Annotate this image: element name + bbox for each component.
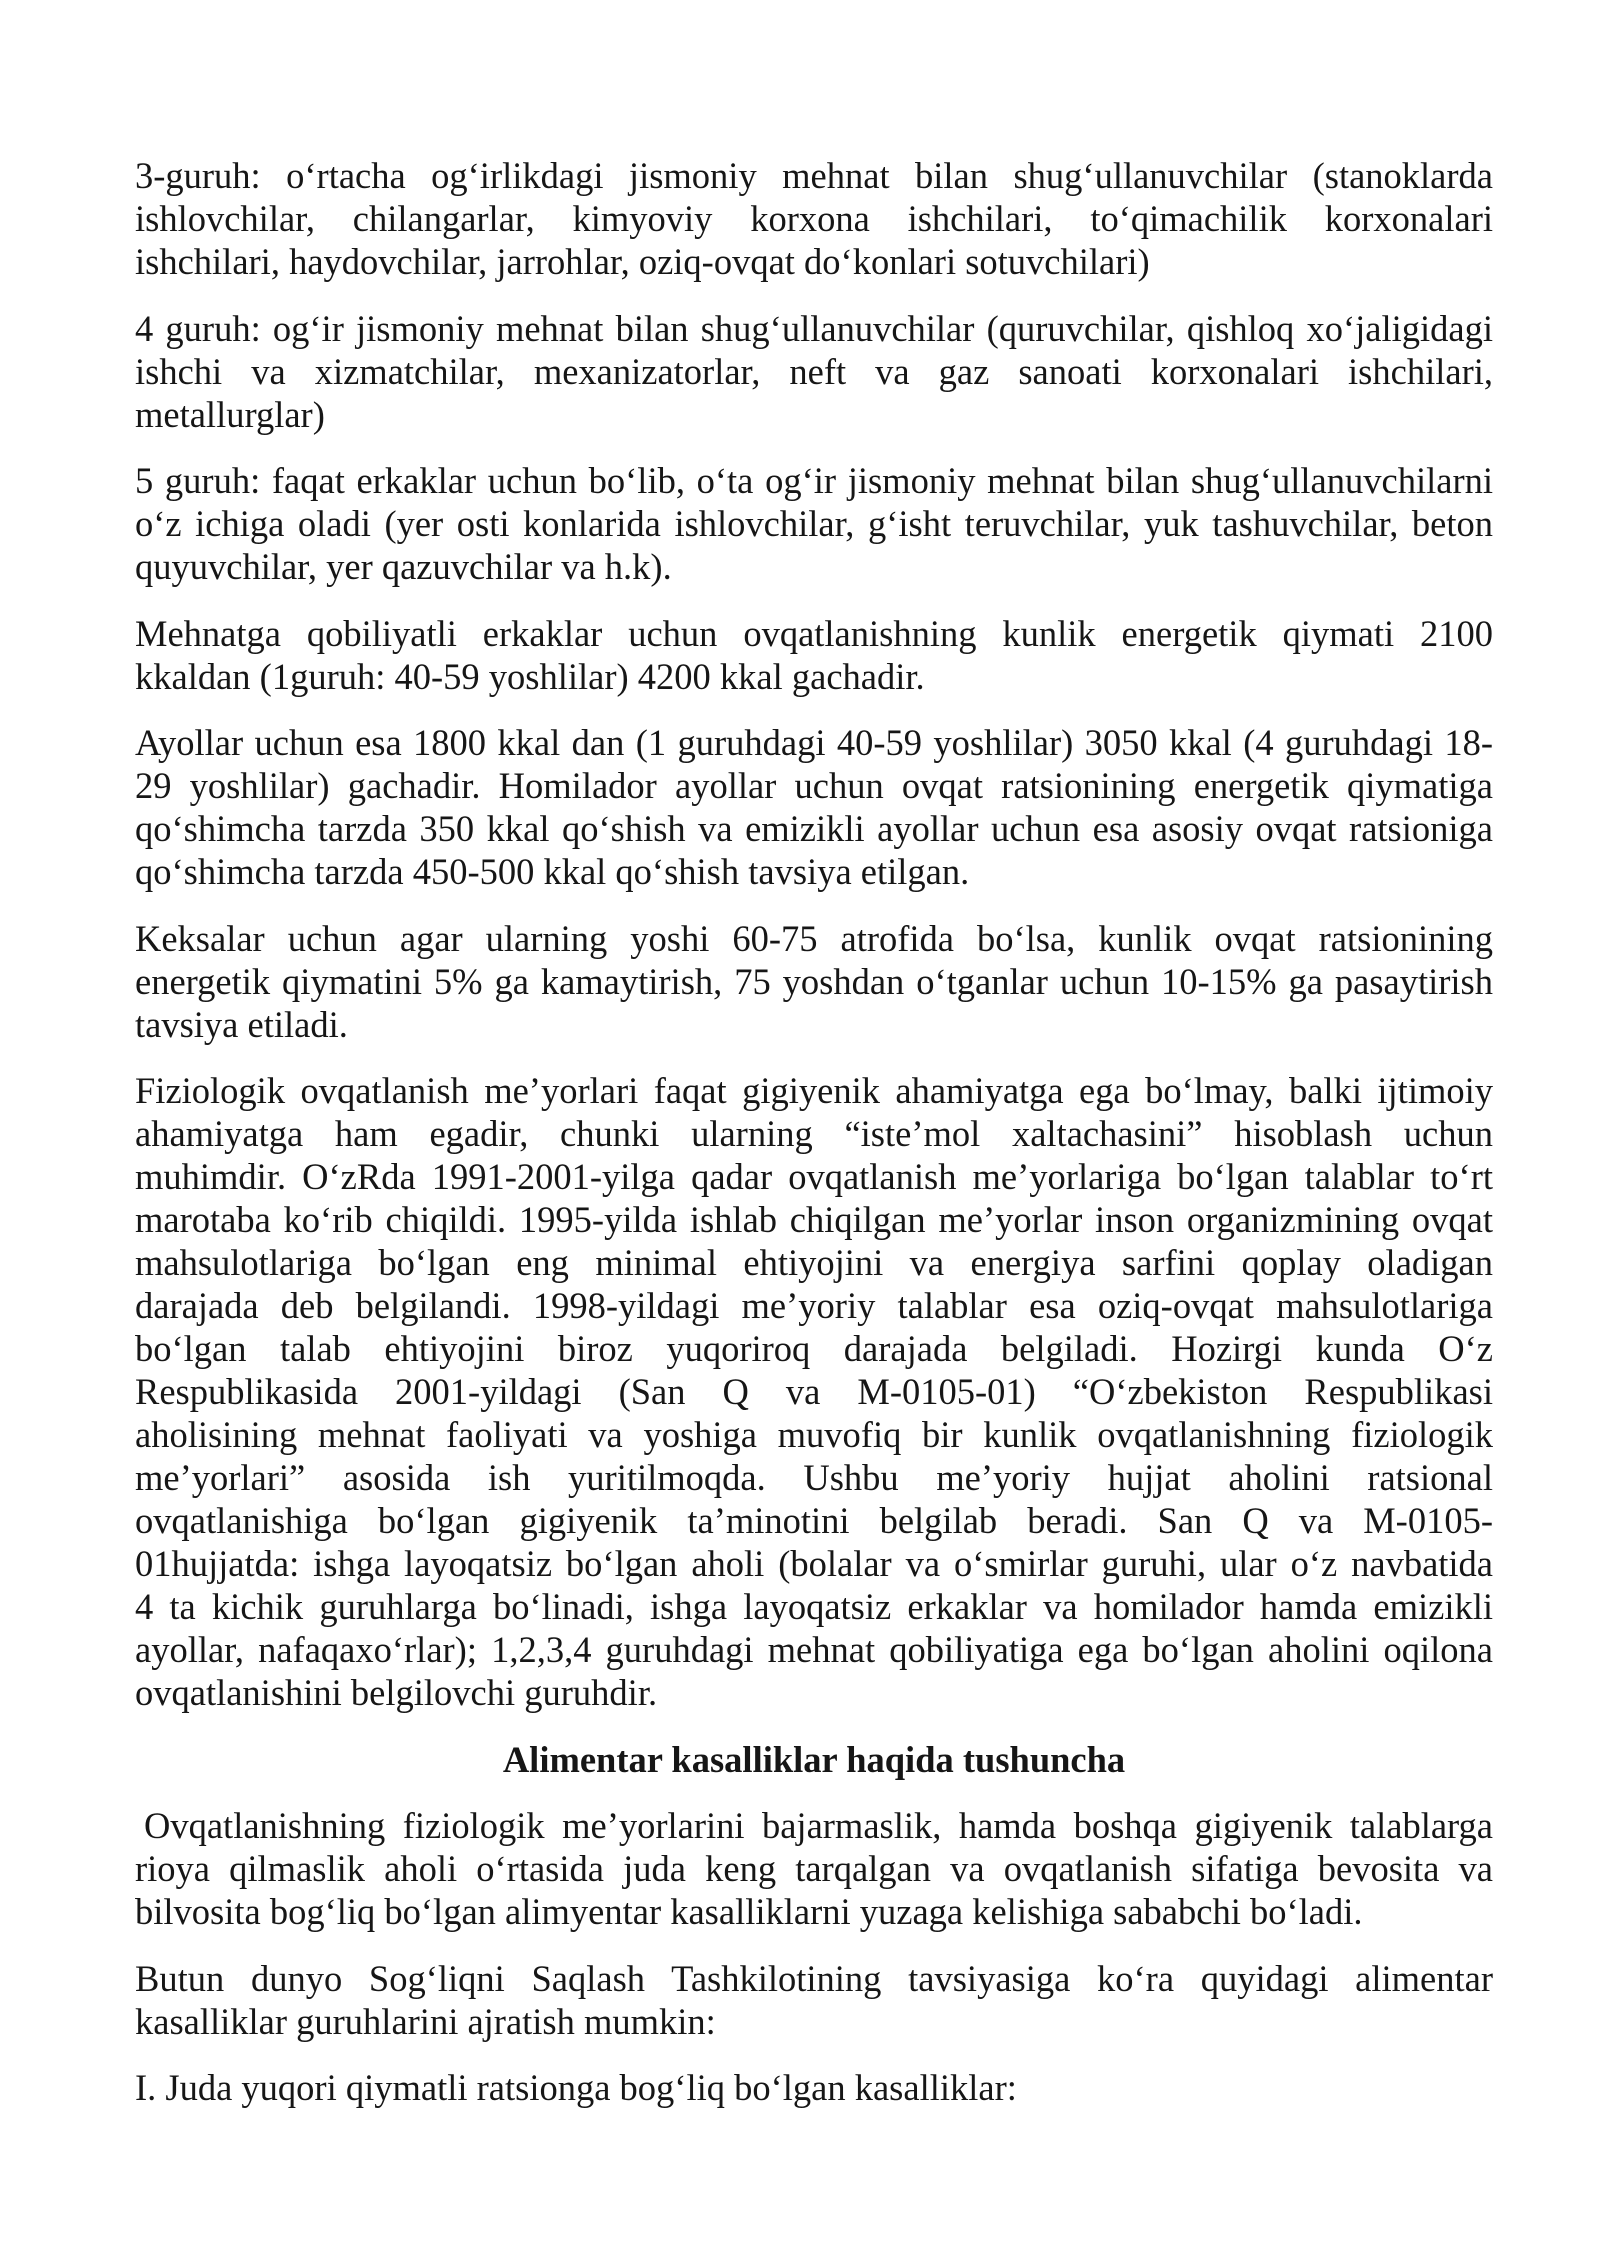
text-line: muhimdir. OʻzRda 1991-2001-yilga qadar ovqatlanish me’yorlariga boʻlgan talablar toʻrt xyxy=(135,1156,1493,1197)
text-line: metallurglar) xyxy=(135,393,325,435)
text-line: I. Juda yuqori qiymatli ratsionga bogʻliq boʻlgan kasalliklar: xyxy=(135,2067,1017,2108)
text-line: ayollar, nafaqaxoʻrlar); 1,2,3,4 guruhdagi mehnat qobiliyatiga ega boʻlgan aholini oqilona xyxy=(135,1629,1493,1670)
text-line: ovqatlanishiga boʻlgan gigiyenik ta’minotini belgilab beradi. San Q va M-0105- xyxy=(135,1500,1493,1541)
text-line: aholisining mehnat faoliyati va yoshiga muvofiq bir kunlik ovqatlanishning fiziologik xyxy=(135,1414,1493,1455)
paragraph-physiological-norms xyxy=(135,1069,1493,1714)
text-line: ishchi va xizmatchilar, mexanizatorlar, neft va gaz sanoati korxonalari ishchilari, xyxy=(135,350,1493,392)
text-line: mahsulotlariga boʻlgan eng minimal ehtiyojini va energiya sarfini qoplay oladigan xyxy=(135,1242,1493,1283)
paragraph-elderly xyxy=(135,917,1493,1046)
text-line: qoʻshimcha tarzda 350 kkal qoʻshish va emizikli ayollar uchun esa asosiy ovqat ratsioniga xyxy=(135,808,1493,849)
text-line: qoʻshimcha tarzda 450-500 kkal qoʻshish tavsiya etilgan. xyxy=(135,851,970,892)
text-line: oʻz ichiga oladi (yer osti konlarida ishlovchilar, gʻisht teruvchilar, yuk tashuvchilar, beton xyxy=(135,503,1493,544)
paragraph-who-groups xyxy=(135,1957,1493,2043)
paragraph-list-item-1 xyxy=(135,2066,1493,2109)
text-line: marotaba koʻrib chiqildi. 1995-yilda ishlab chiqilgan me’yorlar inson organizmining ovqat xyxy=(135,1199,1493,1240)
text-line: quyuvchilar, yer qazuvchilar va h.k). xyxy=(135,546,672,587)
text-line: Fiziologik ovqatlanish me’yorlari faqat gigiyenik ahamiyatga ega boʻlmay, balki ijtimoiy xyxy=(135,1070,1493,1111)
text-line: boʻlgan talab ehtiyojini biroz yuqoriroq darajada belgiladi. Hozirgi kunda Oʻz xyxy=(135,1328,1493,1369)
text-line: darajada deb belgilandi. 1998-yildagi me’yoriy talablar esa oziq-ovqat mahsulotlariga xyxy=(135,1285,1493,1326)
text-line: kasalliklar guruhlarini ajratish mumkin: xyxy=(135,2000,716,2042)
text-line: 01hujjatda: ishga layoqatsiz boʻlgan aholi (bolalar va oʻsmirlar guruhi, ular oʻz navbatida xyxy=(135,1543,1493,1584)
text-line: Butun dunyo Sogʻliqni Saqlash Tashkilotining tavsiyasiga koʻra quyidagi alimentar xyxy=(135,1957,1493,1999)
document-body xyxy=(135,154,1493,2133)
text-line: 3-guruh: oʻrtacha ogʻirlikdagi jismoniy mehnat bilan shugʻullanuvchilar (stanoklarda xyxy=(135,155,1493,196)
text-line: me’yorlari” asosida ish yuritilmoqda. Ushbu me’yoriy hujjat aholini ratsional xyxy=(135,1457,1493,1498)
text-line: Mehnatga qobiliyatli erkaklar uchun ovqatlanishning kunlik energetik qiymati 2100 xyxy=(135,612,1493,654)
text-line: ovqatlanishini belgilovchi guruhdir. xyxy=(135,1672,658,1713)
paragraph-alimentary-intro xyxy=(135,1804,1493,1933)
section-heading: Alimentar kasalliklar haqida tushuncha xyxy=(502,1738,1126,1780)
text-line: ishchilari, haydovchilar, jarrohlar, oziq-ovqat doʻkonlari sotuvchilari) xyxy=(135,241,1150,282)
text-line: 29 yoshlilar) gachadir. Homilador ayollar uchun ovqat ratsionining energetik qiymatiga xyxy=(135,765,1493,806)
paragraph-group-5 xyxy=(135,459,1493,588)
text-line: kkaldan (1guruh: 40-59 yoshlilar) 4200 kkal gachadir. xyxy=(135,655,925,697)
text-line: Ovqatlanishning fiziologik me’yorlarini bajarmaslik, hamda boshqa gigiyenik talablarga xyxy=(144,1805,1493,1846)
text-line: 4 guruh: ogʻir jismoniy mehnat bilan shugʻullanuvchilar (quruvchilar, qishloq xoʻjaligidagi xyxy=(135,307,1493,349)
text-line: tavsiya etiladi. xyxy=(135,1003,348,1045)
text-line: 4 ta kichik guruhlarga boʻlinadi, ishga layoqatsiz erkaklar va homilador hamda emizikli xyxy=(135,1586,1493,1627)
paragraph-women-energy xyxy=(135,721,1493,893)
text-line: ishlovchilar, chilangarlar, kimyoviy korxona ishchilari, toʻqimachilik korxonalari xyxy=(135,198,1493,239)
text-line: Ayollar uchun esa 1800 kkal dan (1 guruhdagi 40-59 yoshlilar) 3050 kkal (4 guruhdagi 18- xyxy=(135,722,1493,763)
text-line: Keksalar uchun agar ularning yoshi 60-75 atrofida boʻlsa, kunlik ovqat ratsionining xyxy=(135,917,1493,959)
text-line: energetik qiymatini 5% ga kamaytirish, 75 yoshdan oʻtganlar uchun 10-15% ga pasaytirish xyxy=(135,960,1493,1002)
paragraph-men-energy xyxy=(135,612,1493,698)
text-line: bilvosita bogʻliq boʻlgan alimyentar kasalliklarni yuzaga kelishiga sababchi boʻladi. xyxy=(135,1891,1363,1932)
text-line: 5 guruh: faqat erkaklar uchun boʻlib, oʻta ogʻir jismoniy mehnat bilan shugʻullanuvchilarni xyxy=(135,460,1493,501)
paragraph-group-3 xyxy=(135,154,1493,283)
text-line: Respublikasida 2001-yildagi (San Q va M-0105-01) “Oʻzbekiston Respublikasi xyxy=(135,1371,1493,1412)
text-line: rioya qilmaslik aholi oʻrtasida juda keng tarqalgan va ovqatlanish sifatiga bevosita va xyxy=(135,1848,1493,1889)
text-line: ahamiyatga ham egadir, chunki ularning “iste’mol xaltachasini” hisoblash uchun xyxy=(135,1113,1493,1154)
paragraph-group-4 xyxy=(135,307,1493,436)
